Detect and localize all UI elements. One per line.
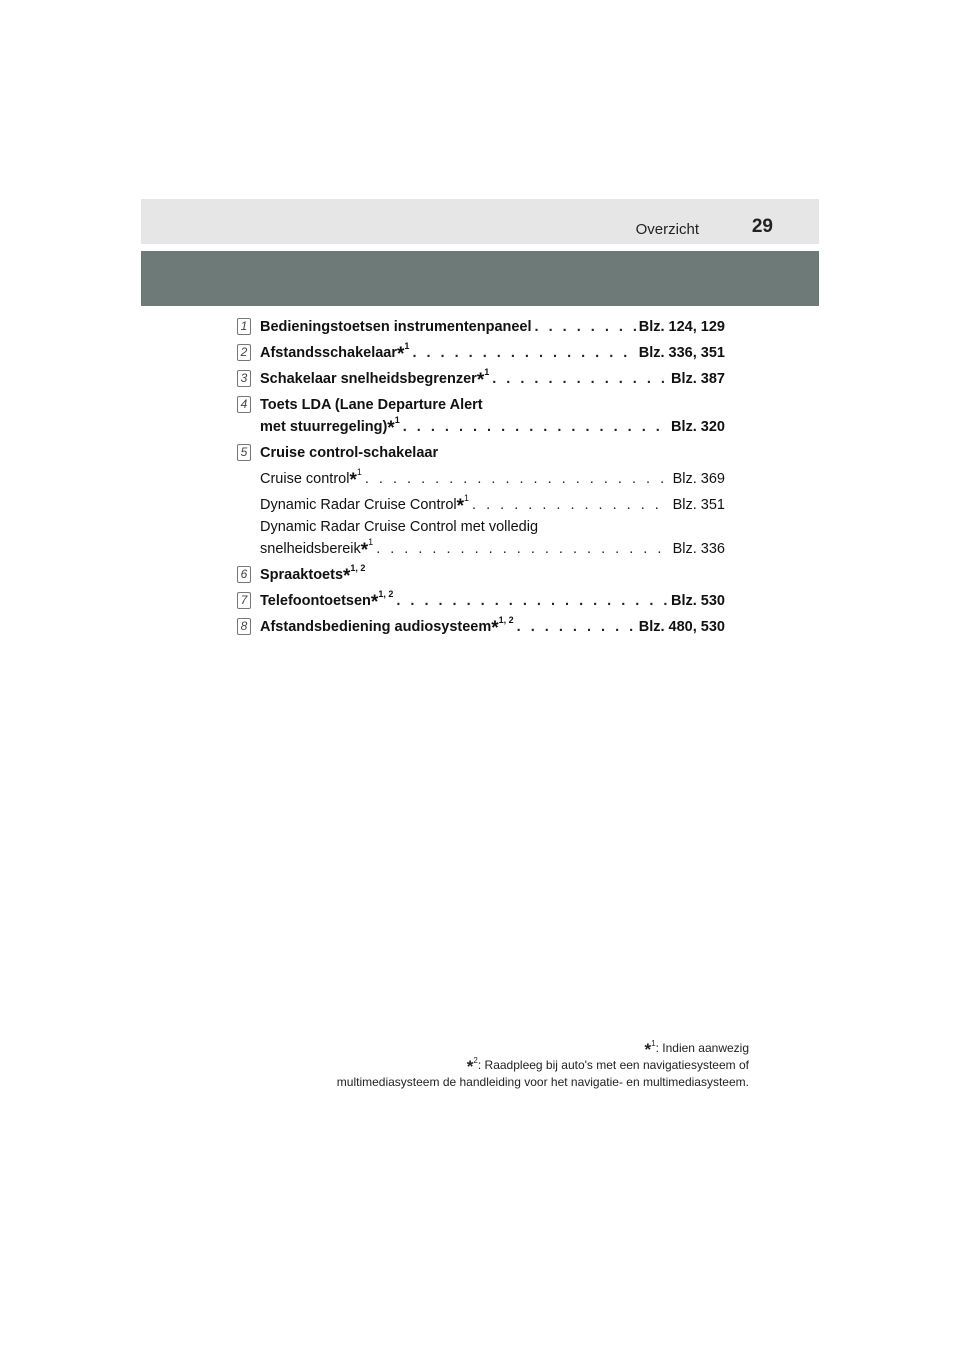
- page-reference: Blz. 480, 530: [638, 619, 725, 635]
- leader-dots: [472, 494, 670, 516]
- item-label: Cruise control-schakelaar: [260, 445, 439, 461]
- footnote-ref: 1: [394, 415, 400, 425]
- page-reference: Blz. 351: [672, 497, 725, 513]
- asterisk-mark: *: [370, 592, 379, 613]
- list-item: [237, 590, 725, 612]
- leader-dots: [376, 538, 669, 560]
- list-item: [237, 394, 725, 438]
- asterisk-mark: *: [349, 470, 357, 491]
- footnote-ref: 1, 2: [498, 615, 514, 625]
- sub-item-label: Cruise control: [260, 471, 350, 487]
- footnote-ref: 1, 2: [378, 589, 394, 599]
- asterisk-mark: *: [360, 540, 369, 561]
- footnotes: [229, 1040, 749, 1091]
- item-label: Bedieningstoetsen instrumentenpaneel: [260, 319, 532, 335]
- item-label: Schakelaar snelheidsbegrenzer: [260, 371, 477, 387]
- asterisk-mark: *: [466, 1057, 474, 1076]
- list-item: [237, 368, 725, 390]
- page-header: [141, 199, 819, 244]
- item-label: Afstandsschakelaar: [260, 345, 398, 361]
- page-reference: Blz. 124, 129: [638, 319, 725, 335]
- footnote-ref: 1: [484, 367, 490, 377]
- sub-item-label-line1: Dynamic Radar Cruise Control met volledig: [260, 519, 539, 535]
- section-title: Overzicht: [635, 221, 699, 238]
- footnote-ref: 1, 2: [350, 563, 366, 573]
- page-reference: Blz. 336, 351: [638, 345, 725, 361]
- list-item: [237, 616, 725, 638]
- list-item: [237, 342, 725, 364]
- list-item: [237, 564, 725, 586]
- page-reference: Blz. 369: [672, 471, 725, 487]
- item-number-badge: 3: [237, 370, 251, 387]
- asterisk-mark: *: [491, 618, 499, 639]
- item-number-badge: 5: [237, 444, 251, 461]
- sub-item-label: snelheidsbereik: [260, 541, 361, 557]
- sub-item: [260, 468, 725, 490]
- sub-item: [260, 494, 725, 516]
- page-reference: Blz. 336: [672, 541, 725, 557]
- item-label: met stuurregeling): [260, 419, 388, 435]
- leader-dots: [412, 342, 635, 364]
- footnote-ref: 1: [404, 341, 410, 351]
- footnote-2: [229, 1057, 749, 1074]
- item-number-badge: 1: [237, 318, 251, 335]
- footnote-mark: 2: [473, 1056, 478, 1065]
- asterisk-mark: *: [644, 1040, 652, 1059]
- sub-item-label: Dynamic Radar Cruise Control: [260, 497, 457, 513]
- item-number-badge: 8: [237, 618, 251, 635]
- footnote-text: : Raadpleeg bij auto's met een navigatiesysteem of: [477, 1058, 749, 1072]
- item-label: Telefoontoetsen: [260, 593, 371, 609]
- footnote-2-continued: multimediasysteem de handleiding voor het navigatie- en multimediasysteem.: [336, 1075, 749, 1089]
- item-label: Spraaktoets: [260, 567, 344, 583]
- leader-dots: [492, 368, 668, 390]
- page-reference: Blz. 320: [671, 419, 725, 435]
- leader-dots: [396, 590, 668, 612]
- page-number: 29: [751, 216, 773, 237]
- control-list: [237, 316, 725, 638]
- item-label-line1: Toets LDA (Lane Departure Alert: [260, 397, 483, 413]
- asterisk-mark: *: [397, 344, 405, 365]
- sub-item: [260, 538, 725, 560]
- item-number-badge: 6: [237, 566, 251, 583]
- footnote-ref: 1: [464, 493, 470, 503]
- list-item: [237, 442, 725, 560]
- footnote-ref: 1: [356, 467, 362, 477]
- leader-dots: [403, 416, 668, 438]
- asterisk-mark: *: [456, 496, 465, 517]
- leader-dots: [365, 468, 670, 490]
- item-number-badge: 7: [237, 592, 251, 609]
- item-number-badge: 2: [237, 344, 251, 361]
- asterisk-mark: *: [476, 370, 485, 391]
- item-number-badge: 4: [237, 396, 251, 413]
- list-item: [237, 316, 725, 338]
- item-label: Afstandsbediening audiosysteem: [260, 619, 492, 635]
- footnote-mark: 1: [651, 1039, 656, 1048]
- footnote-ref: 1: [368, 537, 374, 547]
- leader-dots: [535, 316, 636, 338]
- header-image-band: [141, 251, 819, 306]
- asterisk-mark: *: [387, 418, 395, 439]
- footnote-text: : Indien aanwezig: [655, 1041, 749, 1055]
- page-reference: Blz. 387: [671, 371, 725, 387]
- footnote-1: [229, 1040, 749, 1057]
- asterisk-mark: *: [343, 566, 351, 587]
- leader-dots: [517, 616, 636, 638]
- page-reference: Blz. 530: [671, 593, 725, 609]
